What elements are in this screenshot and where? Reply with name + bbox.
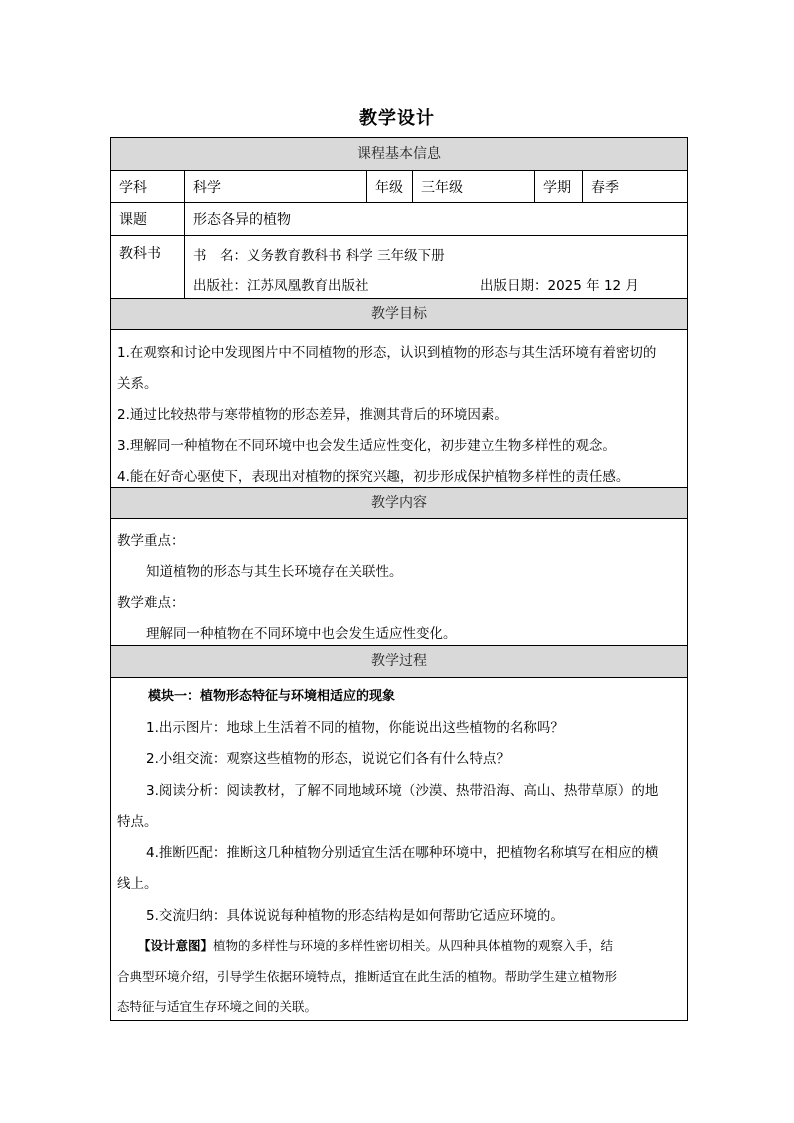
key-point-text: 知道植物的形态与其生长环境存在关联性。 (146, 564, 403, 580)
goal-line: 关系。 (117, 376, 158, 392)
page-title: 教学设计 (359, 108, 435, 129)
key-point-label: 教学重点： (117, 533, 185, 549)
process-step: 线上。 (117, 876, 158, 892)
content-header (111, 488, 687, 519)
design-intent-line (138, 936, 613, 954)
basic-info-header-text: 课程基本信息 (357, 146, 441, 162)
process-step: 1.出示图片：地球上生活着不同的植物，你能说出这些植物的名称吗？ (146, 720, 564, 736)
process-header-text: 教学过程 (371, 653, 427, 669)
basic-info-header (111, 138, 687, 171)
textbook-label-text: 教科书 (119, 246, 161, 262)
process-step: 3.阅读分析：阅读教材，了解不同地域环境（沙漠、热带沿海、高山、热带草原）的地 (146, 783, 659, 799)
grade-label: 年级 (367, 171, 413, 202)
difficulty-label: 教学难点： (117, 595, 185, 611)
goal-line: 3.理解同一种植物在不同环境中也会发生适应性变化，初步建立生物多样性的观念。 (117, 438, 616, 454)
process-step: 4.推断匹配：推断这几种植物分别适宜生活在哪种环境中，把植物名称填写在相应的横 (146, 845, 659, 861)
difficulty-text: 理解同一种植物在不同环境中也会发生适应性变化。 (146, 626, 457, 642)
topic-row (111, 203, 687, 236)
process-step: 2.小组交流：观察这些植物的形态，说说它们各有什么特点？ (146, 751, 510, 767)
subject-value: 科学 (185, 171, 367, 202)
process-body (111, 678, 687, 1020)
textbook-label (111, 236, 185, 298)
goals-header (111, 299, 687, 330)
grade-value: 三年级 (413, 171, 535, 202)
design-intent-line: 态特征与适宜生存环境之间的关联。 (117, 999, 318, 1014)
topic-value: 形态各异的植物 (193, 212, 291, 228)
goals-header-text: 教学目标 (371, 306, 427, 322)
design-intent-line: 合典型环境介绍，引导学生依据环境特点，推断适宜在此生活的植物。帮助学生建立植物形 (117, 969, 618, 984)
lesson-plan-table (110, 137, 688, 1021)
publish-date: 出版日期：2025 年 12 月 (480, 278, 639, 294)
design-intent-label: 【设计意图】 (138, 938, 214, 953)
goal-line: 4.能在好奇心驱使下，表现出对植物的探究兴趣，初步形成保护植物多样性的责任感。 (117, 469, 630, 485)
goals-body (111, 330, 687, 488)
module-title: 模块一：植物形态特征与环境相适应的现象 (148, 689, 396, 704)
process-step: 5.交流归纳：具体说说每种植物的形态结构是如何帮助它适应环境的。 (146, 908, 564, 924)
goal-line: 2.通过比较热带与寒带植物的形态差异，推测其背后的环境因素。 (117, 407, 508, 423)
process-header (111, 646, 687, 678)
subject-label: 学科 (111, 171, 185, 202)
textbook-row (111, 236, 687, 299)
design-intent-text: 植物的多样性与环境的多样性密切相关。从四种具体植物的观察入手，结 (213, 938, 614, 953)
term-value: 春季 (591, 179, 619, 196)
content-body (111, 519, 687, 646)
publisher: 出版社：江苏凤凰教育出版社 (193, 278, 369, 294)
topic-label: 课题 (111, 203, 185, 235)
process-step: 特点。 (117, 814, 158, 830)
book-name: 书 名：义务教育教科书 科学 三年级下册 (193, 248, 445, 264)
content-header-text: 教学内容 (371, 495, 427, 511)
goal-line: 1.在观察和讨论中发现图片中不同植物的形态，认识到植物的形态与其生活环境有着密切的 (117, 345, 657, 361)
term-label: 学期 (535, 171, 583, 202)
basic-info-row (111, 171, 687, 203)
